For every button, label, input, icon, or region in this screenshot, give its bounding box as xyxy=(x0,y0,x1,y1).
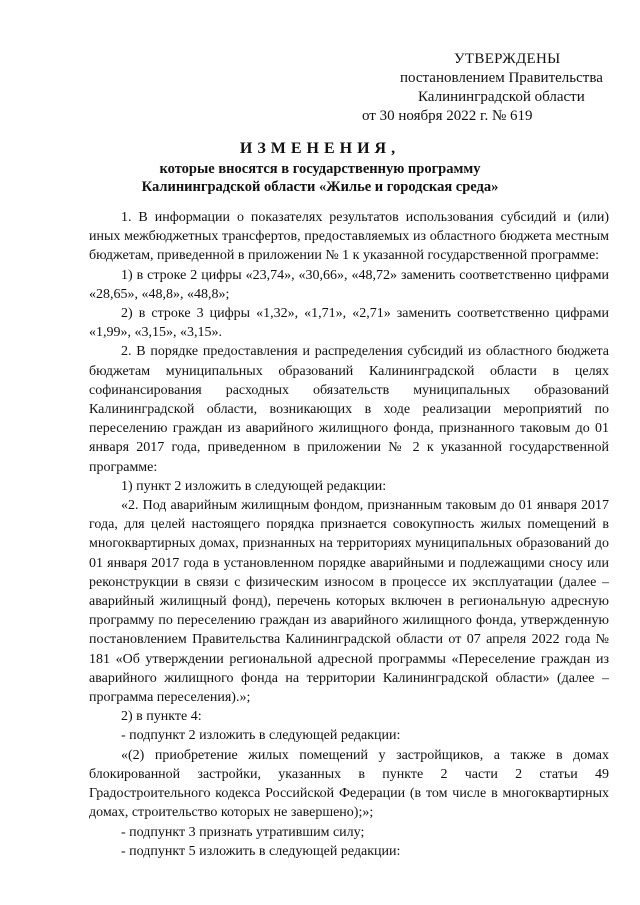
approval-date-number: от 30 ноября 2022 г. № 619 xyxy=(362,108,533,124)
heading-subtitle-2: Калининградской области «Жилье и городская среда» xyxy=(141,179,499,195)
heading-subtitle-1: которые вносятся в государственную программу xyxy=(159,161,481,177)
paragraph-2: 2. В порядке предоставления и распределения субсидий из областного бюджета бюджетам муниципальных образований Калининградской области в целях софинансирования расходных обязательств муниципальных образований Калининградской области, возникающих в ходе реализации мероприятий по переселению граждан из аварийного жилищного фонда, признанного таковым до 01 января 2017 года, приведенном в приложении № 2 к указанной государственной программе: xyxy=(89,344,609,475)
approval-title: УТВЕРЖДЕНЫ xyxy=(454,51,561,67)
paragraph-2-item-1: 1) пункт 2 изложить в следующей редакции: xyxy=(121,478,387,494)
subitem-2-instruction: - подпункт 2 изложить в следующей редакции: xyxy=(121,728,401,744)
document-heading xyxy=(80,140,560,196)
paragraph-1-item-2: 2) в строке 3 цифры «1,32», «1,71», «2,71» заменить соответственно цифрами «1,99», «3,15», «3,15». xyxy=(89,306,609,341)
paragraph-1: 1. В информации о показателях результатов использования субсидий и (или) иных межбюджетных трансфертов, предоставляемых из областного бюджета местным бюджетам, приведенной в приложении № 1 к указанной государственной программе: xyxy=(89,210,609,264)
subitem-3-instruction: - подпункт 3 признать утратившим силу; xyxy=(121,824,365,840)
paragraph-1-item-1: 1) в строке 2 цифры «23,74», «30,66», «48,72» заменить соответственно цифрами «28,65», «48,8», «48,8»; xyxy=(89,267,609,302)
document-body xyxy=(89,208,609,861)
paragraph-2-item-2: 2) в пункте 4: xyxy=(121,709,202,725)
subitem-5-instruction: - подпункт 5 изложить в следующей редакции: xyxy=(121,843,401,859)
approval-region: Калининградской области xyxy=(418,89,585,105)
approval-stamp xyxy=(362,50,620,124)
approval-authority: постановлением Правительства xyxy=(400,70,603,86)
quoted-subitem-2: «(2) приобретение жилых помещений у застройщиков, а также в домах блокированной застройки, указанных в пункте 2 части 2 статьи 49 Градостроительного кодекса Российской Федерации (в том числе в многоквартирных домах, строительство которых не завершено);»; xyxy=(89,747,609,821)
heading-main: ИЗМЕНЕНИЯ, xyxy=(239,140,401,157)
quoted-clause-2: «2. Под аварийным жилищным фондом, признанным таковым до 01 января 2017 года, для целей настоящего порядка признается совокупность жилых помещений в многоквартирных домах, признанных на территориях муниципальных образований до 01 января 2017 года в установленном порядке аварийными и подлежащими сносу или реконструкции в связи с физическим износом в процессе их эксплуатации (далее – аварийный жилищный фонд), перечень которых включен в региональную адресную программу по переселению граждан из аварийного жилищного фонда, утвержденную постановлением Правительства Калининградской области от 07 апреля 2022 года № 181 «Об утверждении региональной адресной программы «Переселение граждан из аварийного жилищного фонда на территории Калининградской области» (далее – программа переселения).»; xyxy=(89,498,609,706)
